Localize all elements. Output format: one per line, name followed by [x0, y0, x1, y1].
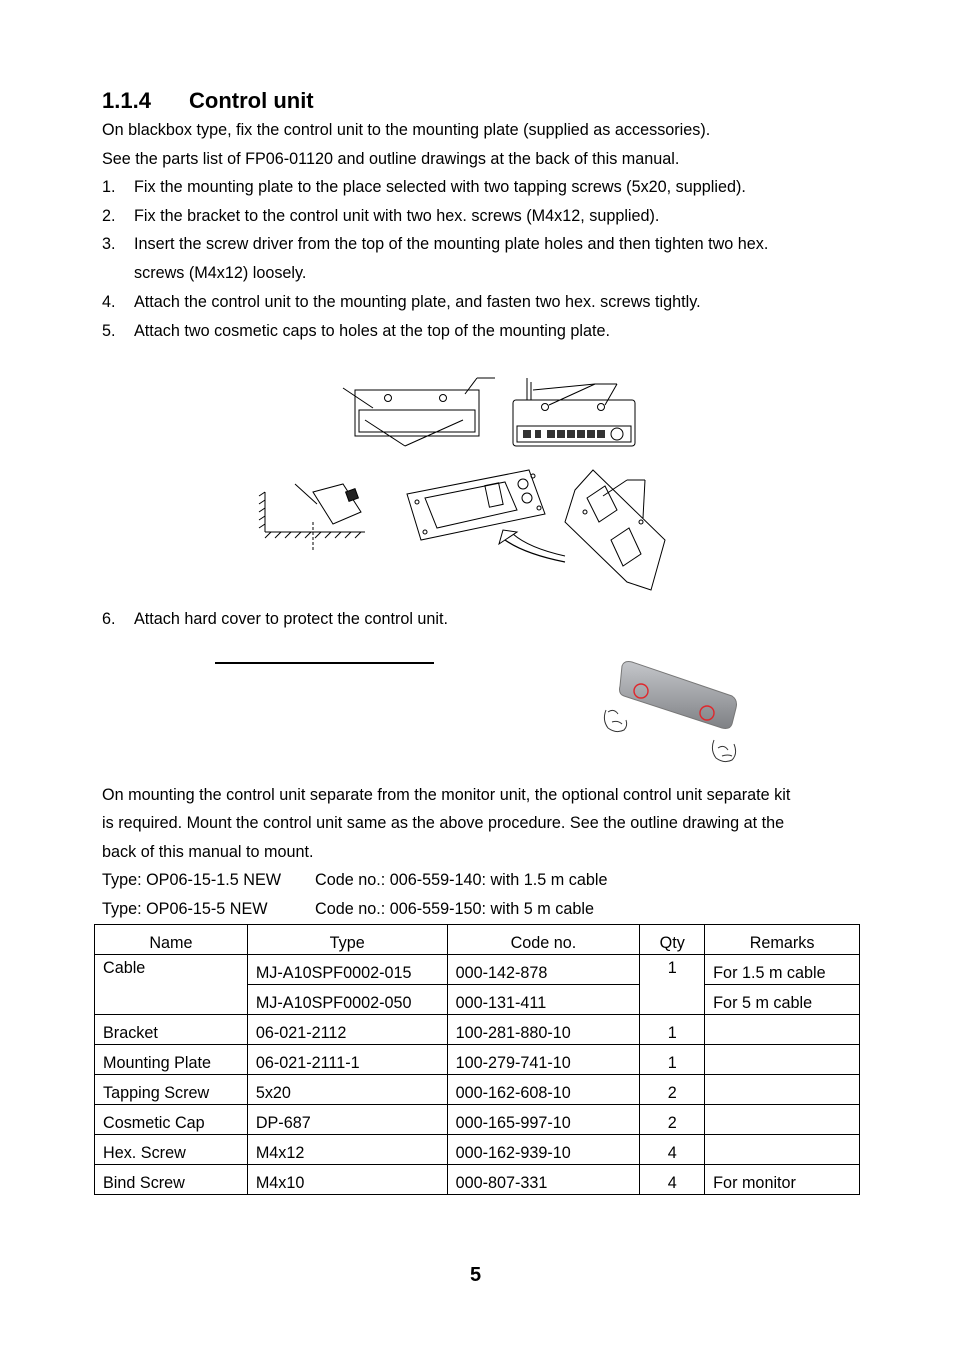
cell-type: M4x10 — [247, 1165, 447, 1195]
cell-code: 000-162-608-10 — [447, 1075, 640, 1105]
kit-type-1: Type: OP06-15-1.5 NEW — [102, 871, 282, 889]
step-1-number: 1. — [102, 178, 116, 196]
header-type: Type — [247, 925, 447, 955]
header-remarks: Remarks — [705, 925, 860, 955]
separate-kit-line-2: is required. Mount the control unit same as the above procedure. See the outline drawing at the — [102, 814, 785, 832]
separate-kit-line-3: back of this manual to mount. — [102, 843, 314, 861]
header-code: Code no. — [447, 925, 640, 955]
step-5-number: 5. — [102, 322, 116, 340]
cell-qty: 4 — [640, 1135, 705, 1165]
step-6-text: Attach hard cover to protect the control unit. — [134, 610, 449, 628]
separate-kit-line-1: On mounting the control unit separate from the monitor unit, the optional control unit separate kit — [102, 786, 791, 804]
intro-line-1: On blackbox type, fix the control unit to the mounting plate (supplied as accessories). — [102, 121, 711, 139]
page-number: 5 — [470, 1264, 482, 1286]
table-row — [95, 1015, 860, 1045]
cell-name: Cable — [95, 955, 248, 1015]
cell-remarks — [705, 1105, 860, 1135]
table-row — [95, 1045, 860, 1075]
table-row — [95, 955, 860, 985]
hand-right-icon — [712, 740, 735, 762]
installation-illustration — [255, 372, 675, 600]
bracket-drawing — [343, 378, 495, 446]
cell-code: 100-281-880-10 — [447, 1015, 640, 1045]
cell-qty: 1 — [640, 955, 705, 1015]
table-row — [95, 1105, 860, 1135]
step-4-text: Attach the control unit to the mounting plate, and fasten two hex. screws tightly. — [134, 293, 701, 311]
cell-code: 000-142-878 — [447, 955, 640, 985]
step-2-number: 2. — [102, 207, 116, 225]
intro-line-2: See the parts list of FP06-01120 and outline drawings at the back of this manual. — [102, 150, 680, 168]
divider-line — [215, 662, 434, 664]
cell-type: MJ-A10SPF0002-015 — [247, 955, 447, 985]
wall-side-view-drawing — [259, 484, 365, 550]
step-3-text: Insert the screw driver from the top of the mounting plate holes and then tighten two hex. — [134, 235, 769, 253]
section-title: Control unit — [189, 88, 314, 113]
kit-code-1: Code no.: 006-559-140: with 1.5 m cable — [315, 871, 608, 889]
cell-remarks — [705, 1015, 860, 1045]
cell-code: 000-162-939-10 — [447, 1135, 640, 1165]
cell-qty: 1 — [640, 1015, 705, 1045]
cell-name: Bracket — [95, 1015, 248, 1045]
cell-remarks: For 1.5 m cable — [705, 955, 860, 985]
control-unit-rear-drawing — [513, 378, 635, 446]
header-name: Name — [95, 925, 248, 955]
table-header-row — [95, 925, 860, 955]
cell-remarks — [705, 1135, 860, 1165]
step-6-number: 6. — [102, 610, 116, 628]
section-number: 1.1.4 — [102, 88, 151, 113]
cell-code: 000-131-411 — [447, 985, 640, 1015]
cell-remarks: For 5 m cable — [705, 985, 860, 1015]
step-3-number: 3. — [102, 235, 116, 253]
cell-qty: 2 — [640, 1075, 705, 1105]
cell-code: 000-807-331 — [447, 1165, 640, 1195]
step-5-text: Attach two cosmetic caps to holes at the top of the mounting plate. — [134, 322, 611, 340]
hard-cover-illustration — [598, 656, 744, 768]
mounting-plate-drawing — [407, 470, 545, 540]
cell-qty: 1 — [640, 1045, 705, 1075]
step-4-number: 4. — [102, 293, 116, 311]
parts-table — [94, 924, 860, 1195]
cell-name: Mounting Plate — [95, 1045, 248, 1075]
kit-code-2: Code no.: 006-559-150: with 5 m cable — [315, 900, 594, 918]
cell-code: 000-165-997-10 — [447, 1105, 640, 1135]
cell-type: M4x12 — [247, 1135, 447, 1165]
cell-name: Hex. Screw — [95, 1135, 248, 1165]
cell-type: MJ-A10SPF0002-050 — [247, 985, 447, 1015]
cell-remarks — [705, 1075, 860, 1105]
cell-name: Tapping Screw — [95, 1075, 248, 1105]
kit-type-2: Type: OP06-15-5 NEW — [102, 900, 268, 918]
step-2-text: Fix the bracket to the control unit with two hex. screws (M4x12, supplied). — [134, 207, 660, 225]
cell-code: 100-279-741-10 — [447, 1045, 640, 1075]
step-3-text-cont: screws (M4x12) loosely. — [134, 264, 307, 282]
cell-type: 06-021-2111-1 — [247, 1045, 447, 1075]
cell-remarks: For monitor — [705, 1165, 860, 1195]
table-row — [95, 1075, 860, 1105]
cell-remarks — [705, 1045, 860, 1075]
table-row — [95, 1165, 860, 1195]
cell-name: Cosmetic Cap — [95, 1105, 248, 1135]
cell-type: 06-021-2112 — [247, 1015, 447, 1045]
hand-left-icon — [604, 710, 626, 732]
table-row — [95, 1135, 860, 1165]
header-qty: Qty — [640, 925, 705, 955]
cell-name: Bind Screw — [95, 1165, 248, 1195]
cell-type: 5x20 — [247, 1075, 447, 1105]
step-1-text: Fix the mounting plate to the place selected with two tapping screws (5x20, supplied). — [134, 178, 746, 196]
cell-qty: 2 — [640, 1105, 705, 1135]
cell-type: DP-687 — [247, 1105, 447, 1135]
cell-qty: 4 — [640, 1165, 705, 1195]
rotation-arrow-drawing — [499, 530, 565, 562]
tilted-bracket-drawing — [565, 470, 665, 590]
section-heading — [102, 88, 314, 114]
